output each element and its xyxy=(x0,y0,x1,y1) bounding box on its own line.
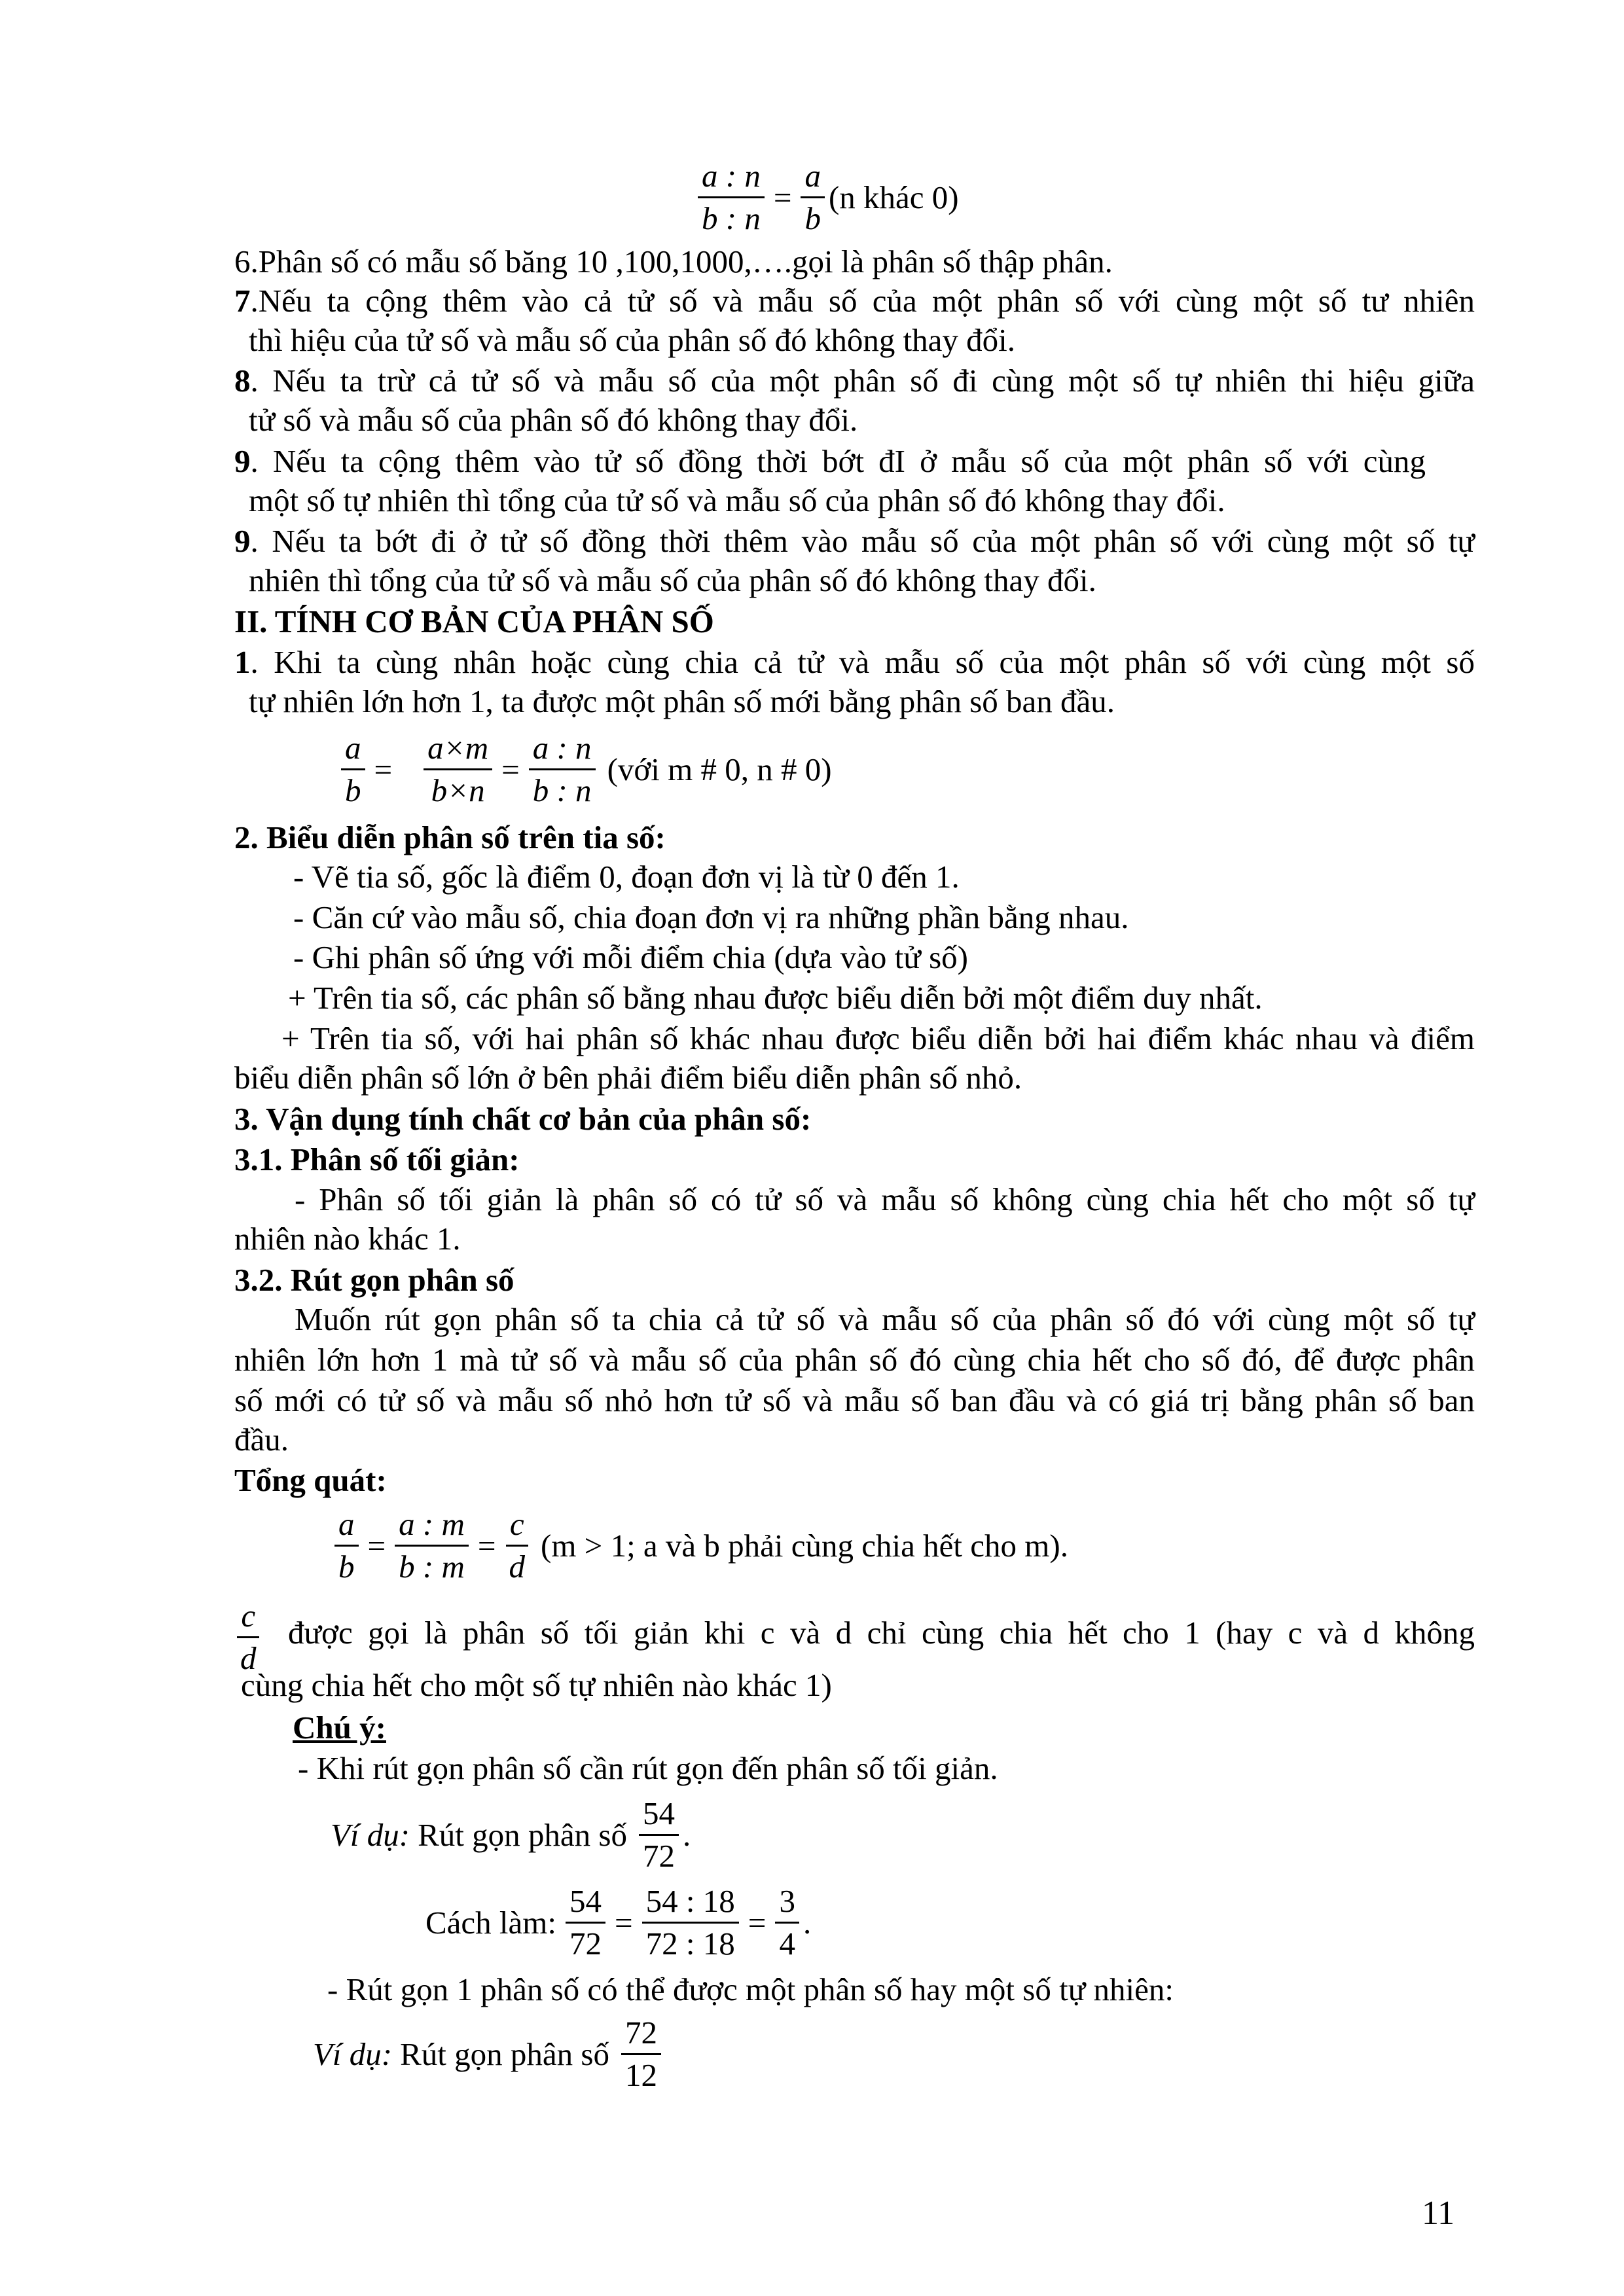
item-7-line-2: thì hiệu của tử số và mẫu số của phân số đó không thay đổi. xyxy=(249,322,1016,358)
note-1: - Khi rút gọn phân số cần rút gọn đến phân số tối giản. xyxy=(298,1750,998,1786)
sub-3-1-heading: 3.1. Phân số tối giản: xyxy=(234,1141,520,1177)
section-2-heading: II. TÍNH CƠ BẢN CỦA PHÂN SỐ xyxy=(234,603,714,639)
sub-3-1-line-1: - Phân số tối giản là phân số có tử số và mẫu số không cùng chia hết cho một số tự xyxy=(295,1181,1475,1217)
sub-3-heading: 3. Vận dụng tính chất cơ bản của phân số: xyxy=(234,1101,812,1137)
general-heading: Tổng quát: xyxy=(234,1462,387,1498)
item-9b-line-1: 9. Nếu ta bớt đi ở tử số đồng thời thêm vào mẫu số của một phân số với cùng một số tự xyxy=(234,523,1475,559)
fraction-54-72: $\frac{54}{72}$ xyxy=(639,1793,679,1876)
example-1-solution: Cách làm: $\frac{54}{72}$ = $\frac{54 : 18}{72 : 18}$ = $\frac{3}{4}$ . xyxy=(425,1881,811,1964)
item-8-line-1: 8. Nếu ta trừ cả tử số và mẫu số của một phân số đi cùng một số tự nhiên thi hiệu giữa xyxy=(234,363,1475,399)
general-condition: (m > 1; a và b phải cùng chia hết cho m). xyxy=(541,1528,1068,1564)
general-formula: $\frac{a}{b}$ = $\frac{a : m}{b : m}$ = $\frac{c}{d}$ (m > 1; a và b phải cùng chia hết cho m). xyxy=(331,1504,1068,1587)
note-2: - Rút gọn 1 phân số có thể được một phân số hay một số tự nhiên: xyxy=(327,1971,1174,2007)
fraction-mul: $\frac{a\times m}{b\times n}$ xyxy=(424,728,492,811)
example-1: Ví dụ: Rút gọn phân số $\frac{54}{72}$ . xyxy=(331,1793,691,1876)
sub-3-1-line-2: nhiên nào khác 1. xyxy=(234,1221,461,1257)
sub-3-2-line-1: Muốn rút gọn phân số ta chia cả tử số và mẫu số của phân số đó với cùng một số tự xyxy=(295,1301,1475,1337)
section-2-p1-line-2: tự nhiên lớn hơn 1, ta được một phân số mới bằng phân số ban đầu. xyxy=(249,683,1115,719)
sub-3-2-line-3: số mới có tử số và mẫu số nhỏ hơn tử số và mẫu số ban đầu và có giá trị bằng phân số ban xyxy=(234,1382,1475,1418)
reduced-definition-line-1: được gọi là phân số tối giản khi c và d chỉ cùng chia hết cho 1 (hay c và d không xyxy=(288,1615,1475,1651)
reduced-definition-line-2: cùng chia hết cho một số tự nhiên nào khác 1) xyxy=(241,1667,832,1703)
sub-2-item-3: - Ghi phân số ứng với mỗi điểm chia (dựa vào tử số) xyxy=(293,939,968,975)
top-formula: $\frac{a : n}{b : n}$ = $\frac{a}{b}$ (n khác 0) xyxy=(694,156,959,239)
plus-note-1: + Trên tia số, các phân số bằng nhau được biểu diễn bởi một điểm duy nhất. xyxy=(288,980,1263,1016)
fraction-72-12: $\frac{72}{12}$ xyxy=(621,2013,661,2096)
fraction-c-d: $\frac{c}{d}$ xyxy=(505,1504,530,1587)
sub-3-2-line-2: nhiên lớn hơn 1 mà tử số và mẫu số của phân số đó cùng chia hết cho số đó, để được phân xyxy=(234,1342,1475,1378)
fraction-a-n-over-b-n: $\frac{a : n}{b : n}$ xyxy=(698,156,765,239)
plus-note-2-line-2: biểu diễn phân số lớn ở bên phải điểm biểu diễn phân số nhỏ. xyxy=(234,1060,1022,1096)
fraction-a-m-over-b-m: $\frac{a : m}{b : m}$ xyxy=(395,1504,469,1587)
plus-note-2-line-1: + Trên tia số, với hai phân số khác nhau được biểu diễn bởi hai điểm khác nhau và điểm xyxy=(281,1020,1475,1056)
sub-2-item-1: - Vẽ tia số, gốc là điểm 0, đoạn đơn vị là từ 0 đến 1. xyxy=(293,859,960,895)
fraction-a-b: $\frac{a}{b}$ xyxy=(341,728,365,811)
fraction-a-over-b: $\frac{a}{b}$ xyxy=(801,156,825,239)
item-9b-line-2: nhiên thì tổng của tử số và mẫu số của phân số đó không thay đổi. xyxy=(249,562,1096,598)
item-6: 6.Phân số có mẫu số băng 10 ,100,1000,….gọi là phân số thập phân. xyxy=(234,243,1113,279)
section-2-p1-line-1: 1. Khi ta cùng nhân hoặc cùng chia cả tử và mẫu số của một phân số với cùng một số xyxy=(234,644,1475,680)
example-2: Ví dụ: Rút gọn phân số $\frac{72}{12}$ xyxy=(313,2013,665,2096)
note-heading: Chú ý: xyxy=(293,1710,386,1746)
fraction-div: $\frac{a : n}{b : n}$ xyxy=(529,728,596,811)
sub-2-heading: 2. Biểu diễn phân số trên tia số: xyxy=(234,819,666,855)
sub-3-2-heading: 3.2. Rút gọn phân số xyxy=(234,1262,514,1298)
item-7-line-1: 7.Nếu ta cộng thêm vào cả tử số và mẫu số của một phân số với cùng một số tư nhiên xyxy=(234,283,1475,319)
fraction-c-d-inline: $\frac{c}{d}$ xyxy=(232,1596,264,1679)
item-9a-line-2: một số tự nhiên thì tổng của tử số và mẫu số của phân số đó không thay đổi. xyxy=(249,482,1225,518)
sub-2-item-2: - Căn cứ vào mẫu số, chia đoạn đơn vị ra những phần bằng nhau. xyxy=(293,899,1129,935)
page-number: 11 xyxy=(1422,2195,1455,2232)
item-8-line-2: tử số và mẫu số của phân số đó không thay đổi. xyxy=(249,402,858,438)
basic-property-formula: $\frac{a}{b}$ = $\frac{a\times m}{b\times n}$ = $\frac{a : n}{b : n}$ (với m # 0, n # 0) xyxy=(337,728,832,811)
item-9a-line-1: 9. Nếu ta cộng thêm vào tử số đồng thời bớt đI ở mẫu số của một phân số với cùng xyxy=(234,443,1426,479)
sub-3-2-line-4: đầu. xyxy=(234,1422,289,1458)
formula-note: (n khác 0) xyxy=(828,179,959,215)
fraction-a-b: $\frac{a}{b}$ xyxy=(334,1504,359,1587)
formula-condition: (với m # 0, n # 0) xyxy=(607,751,832,787)
